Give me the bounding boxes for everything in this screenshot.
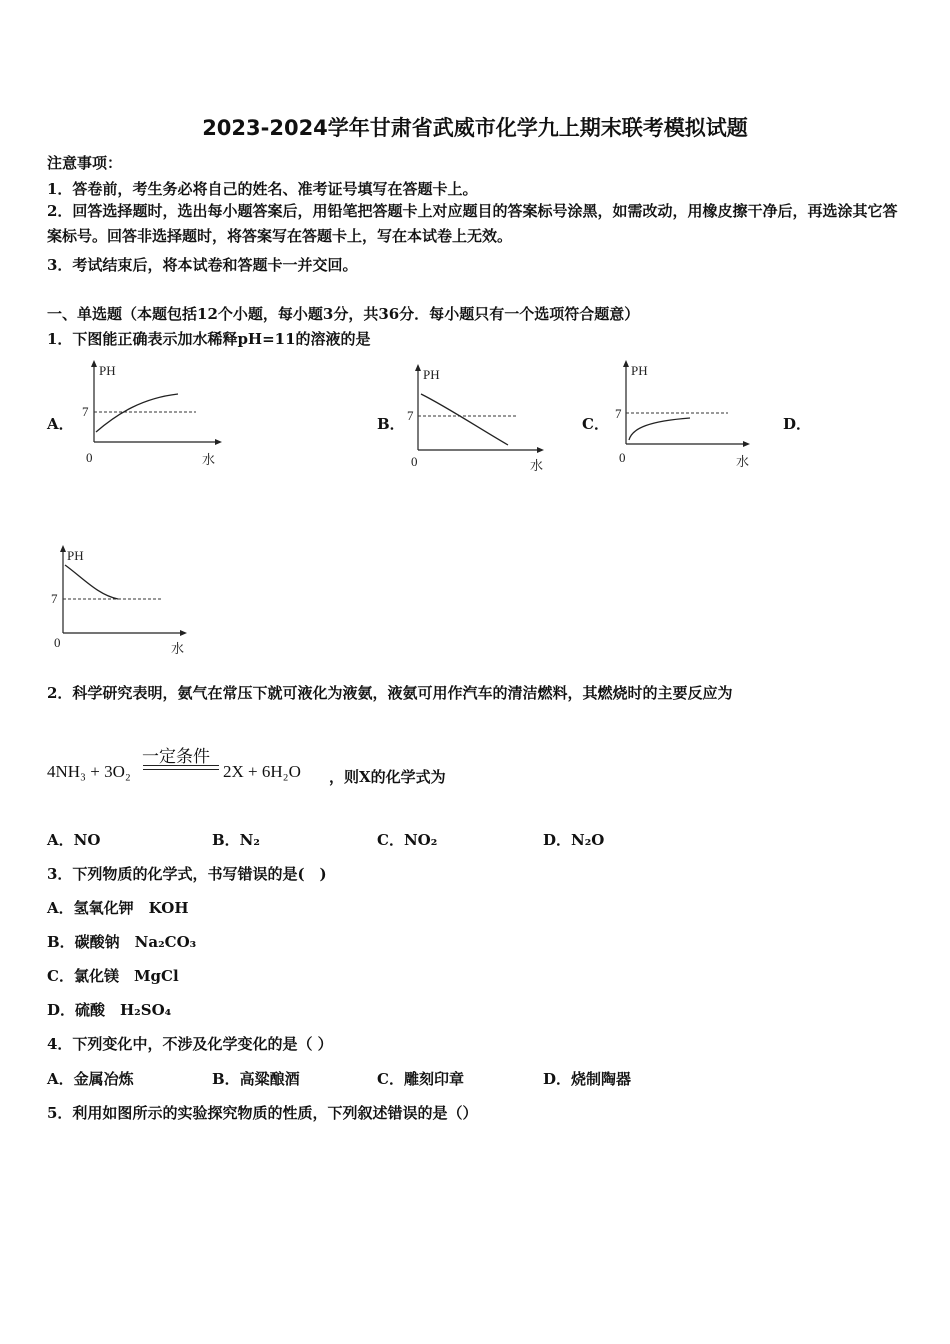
q3-option-b: B．碳酸钠 Na₂CO₃ xyxy=(47,933,197,951)
graph-c-x-label: 水 xyxy=(736,454,750,469)
graph-d-origin: 0 xyxy=(54,635,61,650)
graph-d-seven: 7 xyxy=(51,591,58,606)
equation-condition: 一定条件 xyxy=(142,747,210,766)
graph-c-seven: 7 xyxy=(615,406,622,421)
graph-c-y-label: PH xyxy=(631,363,648,378)
notice-item-3: 3．考试结束后，将本试卷和答题卡一并交回。 xyxy=(47,256,358,274)
graph-a-seven: 7 xyxy=(82,404,89,419)
equation-double-bar-top xyxy=(143,765,219,766)
graph-d-x-label: 水 xyxy=(171,641,185,656)
graph-d-y-label: PH xyxy=(67,548,84,563)
graph-d xyxy=(43,543,193,662)
graph-a xyxy=(78,358,228,477)
q1-option-d: D． xyxy=(783,415,812,433)
equation-left: 4NH₃ + 3O₂ xyxy=(47,762,131,781)
notice-item-2: 2．回答选择题时，选出每小题答案后，用铅笔把答题卡上对应题目的答案标号涂黑，如需改动，用橡皮擦干净后，再选涂其它答案标号。回答非选择题时，将答案写在答题卡上，写在本试卷上无效。 xyxy=(47,202,898,245)
question-2-stem: 2．科学研究表明，氨气在常压下就可液化为液氨，液氨可用作汽车的清洁燃料，其燃烧时的主要反应为 xyxy=(47,684,733,702)
q4-option-c: C．雕刻印章 xyxy=(377,1070,464,1088)
graph-a-origin: 0 xyxy=(86,450,93,465)
q3-option-c: C．氯化镁 MgCl xyxy=(47,967,179,985)
q4-option-b: B．高粱酿酒 xyxy=(212,1070,300,1088)
q1-option-b: B． xyxy=(377,415,405,433)
q2-option-c: C．NO₂ xyxy=(377,831,438,849)
q3-option-a: A．氢氧化钾 KOH xyxy=(47,899,189,917)
graph-b xyxy=(402,362,552,481)
equation-tail: ，则X的化学式为 xyxy=(329,768,446,786)
graph-b-x-label: 水 xyxy=(530,458,544,473)
notice-heading: 注意事项： xyxy=(47,154,123,172)
graph-a-y-label: PH xyxy=(99,363,116,378)
graph-b-seven: 7 xyxy=(407,408,414,423)
q2-option-d: D．N₂O xyxy=(543,831,605,849)
equation-double-bar-bottom xyxy=(143,769,219,770)
equation-right: 2X + 6H₂O xyxy=(223,762,301,781)
question-4-stem: 4．下列变化中，不涉及化学变化的是（ ） xyxy=(47,1035,333,1053)
notice-item-1: 1．答卷前，考生务必将自己的姓名、准考证号填写在答题卡上。 xyxy=(47,180,478,198)
q1-option-a: A． xyxy=(47,415,74,433)
graph-b-y-label: PH xyxy=(423,367,440,382)
section-heading: 一、单选题（本题包括12个小题，每小题3分，共36分．每小题只有一个选项符合题意） xyxy=(47,305,640,323)
page-title: 2023-2024学年甘肃省武威市化学九上期末联考模拟试题 xyxy=(202,116,748,140)
question-3-stem: 3．下列物质的化学式，书写错误的是( ) xyxy=(47,865,327,883)
q3-option-d: D．硫酸 H₂SO₄ xyxy=(47,1001,172,1019)
graph-b-origin: 0 xyxy=(411,454,418,469)
q2-option-b: B．N₂ xyxy=(212,831,260,849)
graph-c-origin: 0 xyxy=(619,450,626,465)
question-5-stem: 5．利用如图所示的实验探究物质的性质，下列叙述错误的是（） xyxy=(47,1104,478,1122)
graph-c xyxy=(610,358,760,477)
q4-option-a: A．金属冶炼 xyxy=(47,1070,134,1088)
q4-option-d: D．烧制陶器 xyxy=(543,1070,632,1088)
graph-a-x-label: 水 xyxy=(202,452,216,467)
q1-option-c: C． xyxy=(582,415,609,433)
q2-option-a: A．NO xyxy=(47,831,101,849)
question-1-stem: 1．下图能正确表示加水稀释pH=11的溶液的是 xyxy=(47,330,371,348)
